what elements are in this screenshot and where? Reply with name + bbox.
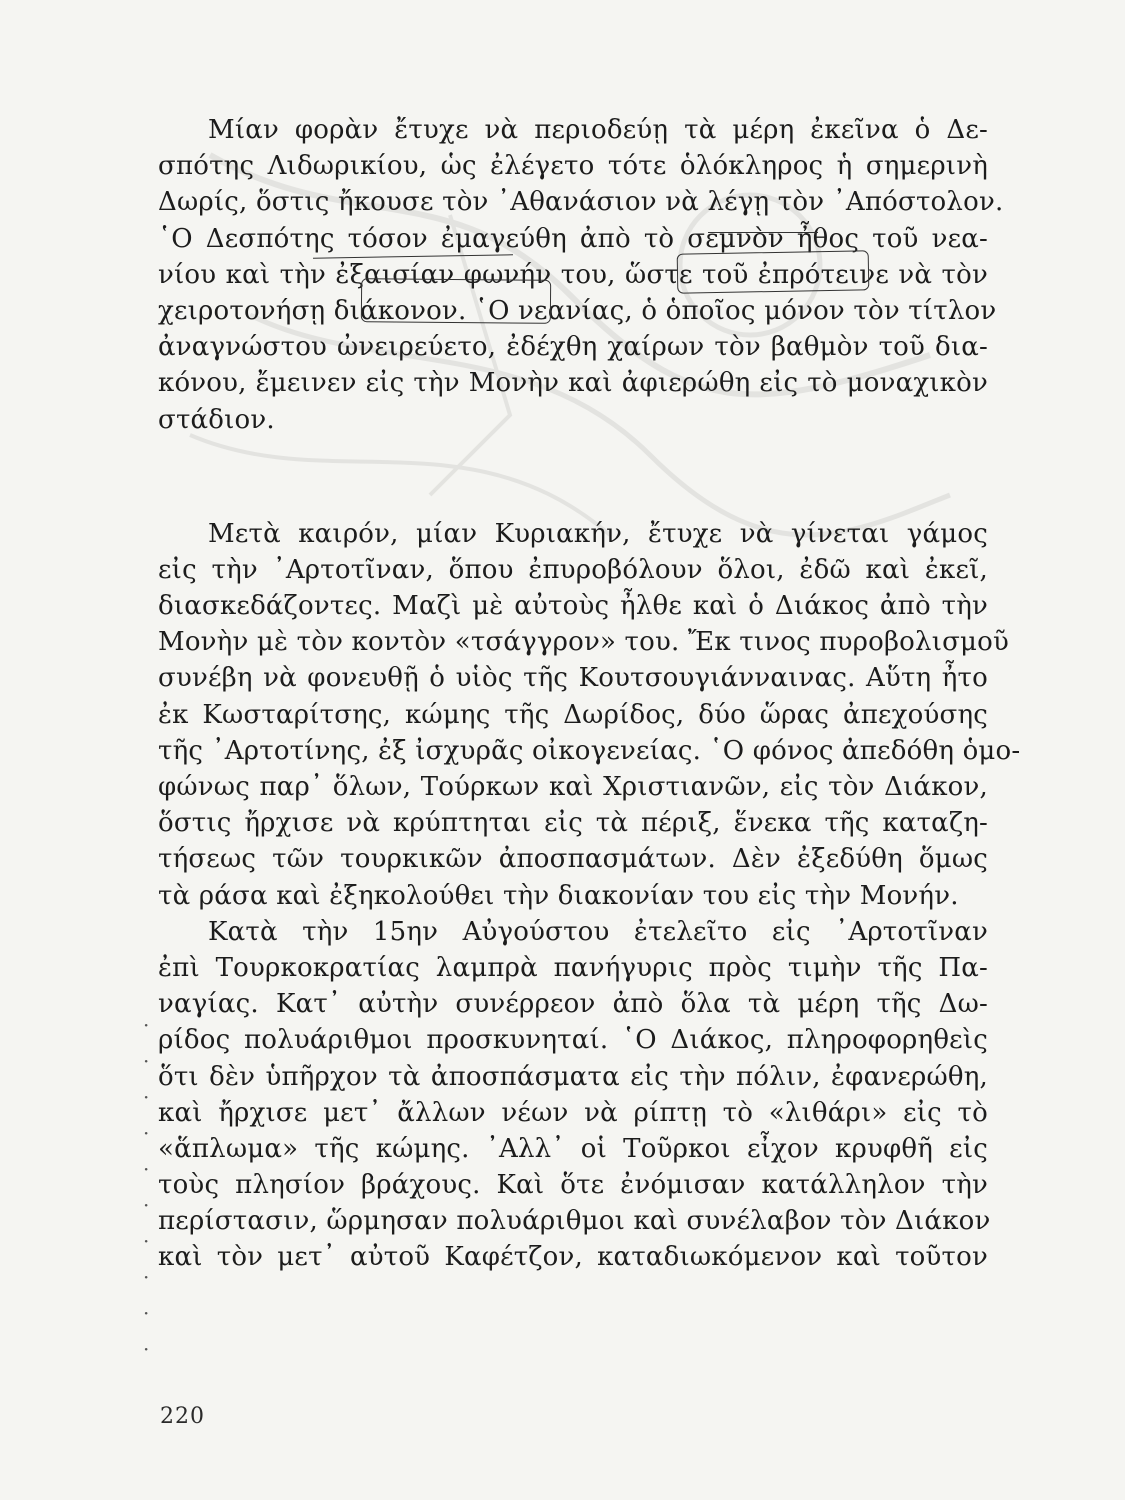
text-line: ἐπὶ Τουρκοκρατίας λαμπρὰ πανήγυρις πρὸς τιμὴν τῆς Πα- (158, 952, 988, 983)
text-line: Μετὰ καιρόν, μίαν Κυριακήν, ἔτυχε νὰ γίνεται γάμος (208, 518, 988, 549)
text-line: εἰς τὴν ᾿Αρτοτῖναν, ὅπου ἐπυροβόλουν ὅλοι, ἐδῶ καὶ ἐκεῖ, (158, 554, 988, 585)
body-text (158, 112, 1021, 1276)
text-line: «ἅπλωμα» τῆς κώμης. ᾿Αλλ᾿ οἱ Τοῦρκοι εἶχον κρυφθῆ εἰς (158, 1133, 988, 1164)
margin-tick-mark: · (143, 1121, 150, 1145)
paragraph-spacer (158, 438, 988, 516)
text-line: ὅτι δὲν ὑπῆρχον τὰ ἀποσπάσματα εἰς τὴν πόλιν, ἐφανερώθη, (158, 1061, 988, 1092)
text-line: χειροτονήσῃ διάκονον. ῾Ο νεανίας, ὁ ὁποῖος μόνον τὸν τίτλον (158, 295, 997, 326)
text-line: τῆς ᾿Αρτοτίνης, ἐξ ἰσχυρᾶς οἰκογενείας. ῾Ο φόνος ἀπεδόθη ὁμο- (158, 735, 1021, 766)
margin-tick-mark: · (143, 1229, 150, 1253)
text-line: συνέβη νὰ φονευθῇ ὁ υἱὸς τῆς Κουτσουγιάνναινας. Αὕτη ἦτο (158, 663, 988, 694)
handwritten-underline (708, 232, 818, 233)
text-line: Κατὰ τὴν 15ην Αὐγούστου ἐτελεῖτο εἰς ᾿Αρτοτῖναν (208, 916, 988, 947)
text-line: διασκεδάζοντες. Μαζὶ μὲ αὐτοὺς ἦλθε καὶ ὁ Διάκος ἀπὸ τὴν (158, 591, 988, 622)
paragraph-3 (158, 914, 991, 1276)
text-line: ναγίας. Κατ᾿ αὐτὴν συνέρρεον ἀπὸ ὅλα τὰ μέρη τῆς Δω- (158, 989, 988, 1020)
margin-tick-mark: · (143, 1157, 150, 1181)
text-line: Δωρίς, ὅστις ἤκουσε τὸν ᾿Αθανάσιον νὰ λέγῃ τὸν ᾿Απόστολον. (158, 187, 1004, 218)
text-line: ρίδος πολυάριθμοι προσκυνηταί. ῾Ο Διάκος, πληροφορηθεὶς (158, 1025, 988, 1056)
paragraph-2 (158, 516, 1021, 914)
text-line: καὶ τὸν μετ᾿ αὐτοῦ Καφέτζον, καταδιωκόμενον καὶ τοῦτον (158, 1242, 988, 1273)
margin-tick-mark: · (143, 1193, 150, 1217)
text-line: στάδιον. (158, 404, 275, 435)
text-line: τήσεως τῶν τουρκικῶν ἀποσπασμάτων. Δὲν ἐξεδύθη ὅμως (158, 844, 988, 875)
text-line: τοὺς πλησίον βράχους. Καὶ ὅτε ἐνόμισαν κατάλληλον τὴν (158, 1170, 988, 1201)
margin-tick-mark: · (143, 1301, 150, 1325)
margin-tick-mark: · (143, 1265, 150, 1289)
margin-tick-mark: · (143, 1085, 150, 1109)
text-line: ἐκ Κωσταρίτσης, κώμης τῆς Δωρίδος, δύο ὥρας ἀπεχούσης (158, 699, 988, 730)
text-line: κόνου, ἔμεινεν εἰς τὴν Μονὴν καὶ ἀφιερώθη εἰς τὸ μοναχικὸν (158, 368, 988, 399)
margin-tick-mark: · (143, 1049, 150, 1073)
text-line: σπότης Λιδωρικίου, ὡς ἐλέγετο τότε ὁλόκληρος ἡ σημερινὴ (158, 151, 988, 182)
text-line: ῾Ο Δεσπότης τόσον ἐμαγεύθη ἀπὸ τὸ σεμνὸν ἦθος τοῦ νεα- (158, 223, 988, 254)
text-line: ἀναγνώστου ὠνειρεύετο, ἐδέχθη χαίρων τὸν βαθμὸν τοῦ δια- (158, 332, 988, 363)
margin-tick-mark: · (143, 1337, 150, 1361)
text-line: Μονὴν μὲ τὸν κοντὸν «τσάγγρον» του. Ἔκ τινος πυροβολισμοῦ (158, 627, 1010, 658)
paragraph-1 (158, 112, 1004, 438)
text-line: ὅστις ἤρχισε νὰ κρύπτηται εἰς τὰ πέριξ, ἕνεκα τῆς καταζη- (158, 808, 988, 839)
text-line: τὰ ράσα καὶ ἐξηκολούθει τὴν διακονίαν του εἰς τὴν Μονήν. (158, 880, 959, 911)
text-line: Μίαν φορὰν ἔτυχε νὰ περιοδεύῃ τὰ μέρη ἐκεῖνα ὁ Δε- (208, 115, 988, 145)
page-number: 220 (160, 1404, 205, 1429)
text-line: περίστασιν, ὥρμησαν πολυάριθμοι καὶ συνέλαβον τὸν Διάκον (158, 1206, 991, 1237)
margin-tick-mark: · (143, 1013, 150, 1037)
text-line: φώνως παρ᾿ ὅλων, Τούρκων καὶ Χριστιανῶν, εἰς τὸν Διάκον, (158, 772, 988, 802)
text-line: καὶ ἤρχισε μετ᾿ ἄλλων νέων νὰ ρίπτῃ τὸ «λιθάρι» εἰς τὸ (158, 1097, 988, 1128)
text-line: νίου καὶ τὴν ἐξαισίαν φωνήν του, ὥστε τοῦ ἐπρότεινε νὰ τὸν (158, 259, 988, 290)
